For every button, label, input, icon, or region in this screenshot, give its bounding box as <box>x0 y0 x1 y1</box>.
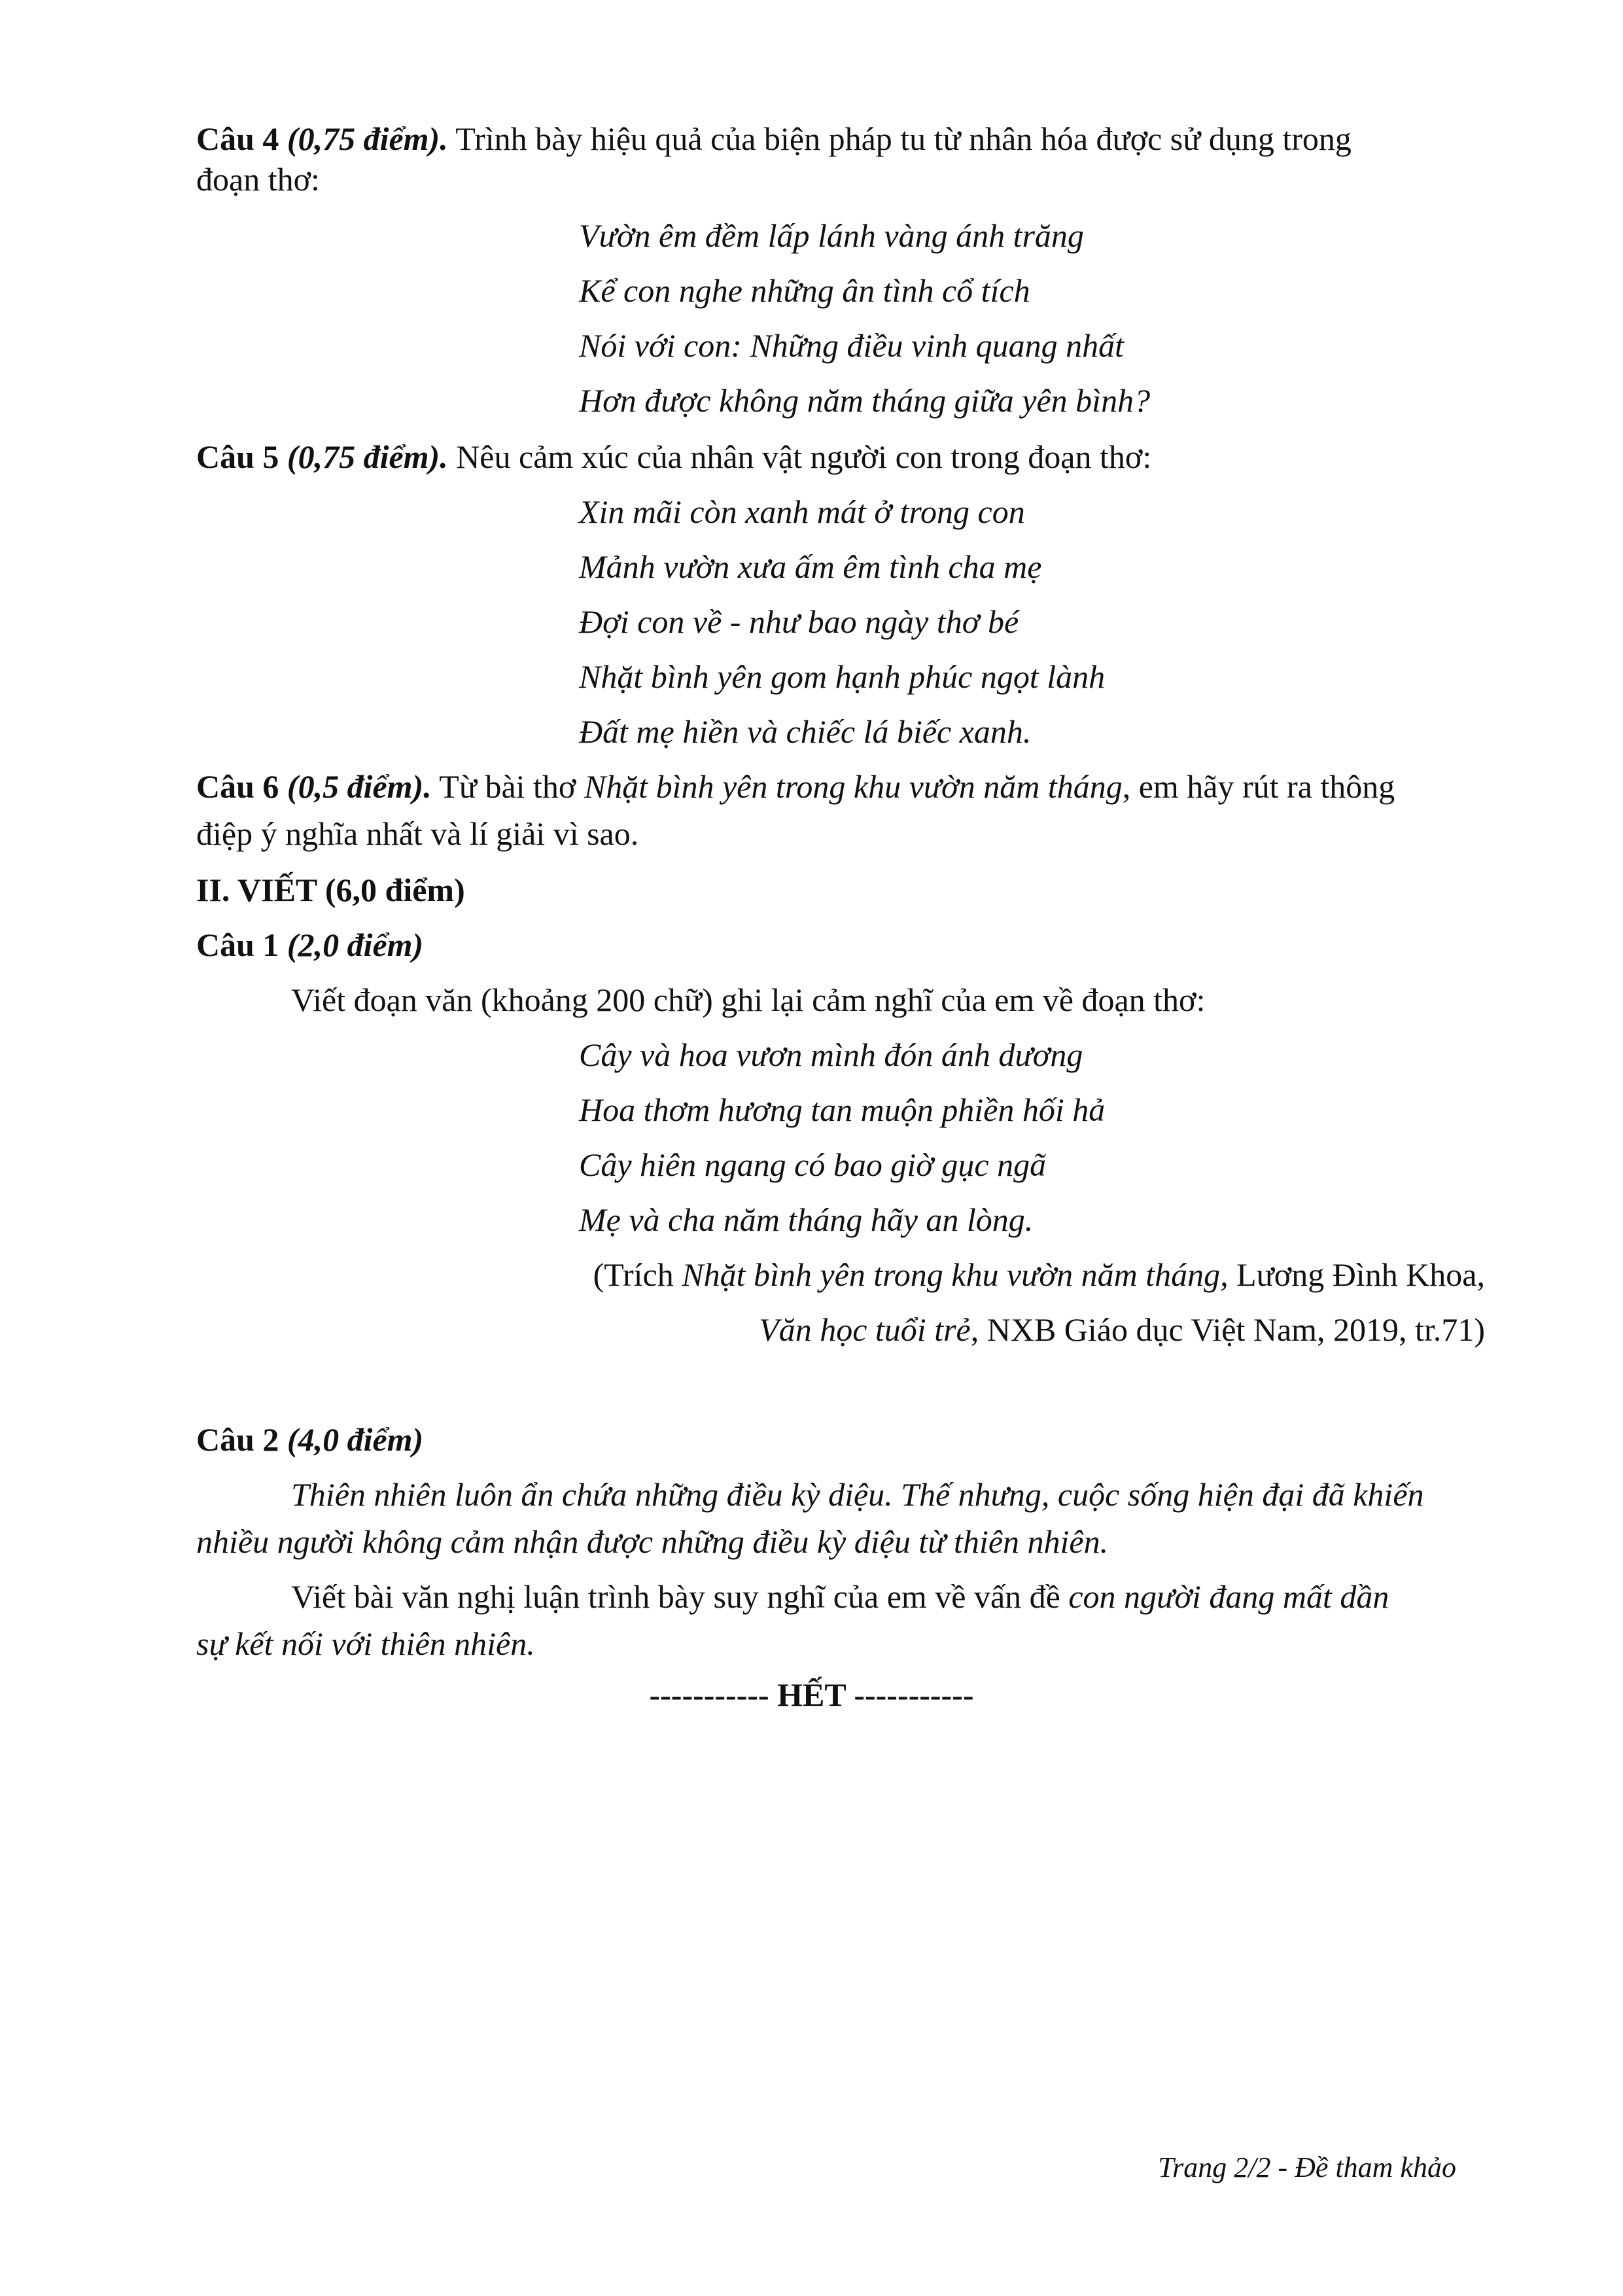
writing-question-1-points: (2,0 điểm) <box>287 927 424 963</box>
poem-line: Đợi con về - như bao ngày thơ bé <box>579 603 1019 640</box>
writing-question-2-points: (4,0 điểm) <box>287 1421 424 1458</box>
poem-line: Đất mẹ hiền và chiếc lá biếc xanh. <box>579 713 1032 750</box>
question-5-label: Câu 5 <box>196 438 279 475</box>
writing-question-1-prompt: Viết đoạn văn (khoảng 200 chữ) ghi lại cảm nghĩ của em về đoạn thơ: <box>291 981 1206 1018</box>
poem-line: Cây hiên ngang có bao giờ gục ngã <box>579 1146 1047 1183</box>
question-6-label: Câu 6 <box>196 768 279 805</box>
page-footer: Trang 2/2 - Đề tham khảo <box>1158 2151 1456 2183</box>
poem-title: Nhặt bình yên trong khu vườn năm tháng <box>584 768 1123 805</box>
writing-question-2-quote-line-2: nhiều người không cảm nhận được những điều kỳ diệu từ thiên nhiên. <box>196 1523 1109 1560</box>
question-4-label: Câu 4 <box>196 120 279 157</box>
question-5-line <box>196 437 1151 476</box>
question-6-line-2: điệp ý nghĩa nhất và lí giải vì sao. <box>196 815 639 852</box>
writing-question-1-label: Câu 1 <box>196 927 279 963</box>
poem-line: Cây và hoa vươn mình đón ánh dương <box>579 1036 1083 1073</box>
source-publisher: , NXB Giáo dục Việt Nam, 2019, tr.71) <box>970 1311 1485 1348</box>
source-book: Văn học tuổi trẻ <box>759 1311 971 1348</box>
writing-question-2-label: Câu 2 <box>196 1421 279 1458</box>
writing-question-2-heading <box>196 1420 423 1459</box>
writing-question-2-task-line-1 <box>291 1577 1389 1616</box>
poem-line: Kể con nghe những ân tình cổ tích <box>579 272 1030 309</box>
poem-line: Hơn được không năm tháng giữa yên bình? <box>579 382 1151 419</box>
question-5-points: (0,75 điểm). <box>287 438 448 475</box>
source-prefix: (Trích <box>593 1256 682 1293</box>
poem-line: Xin mãi còn xanh mát ở trong con <box>579 493 1025 530</box>
question-4-text: Trình bày hiệu quả của biện pháp tu từ nhân hóa được sử dụng trong <box>447 120 1352 157</box>
source-title: Nhặt bình yên trong khu vườn năm tháng, <box>682 1256 1229 1293</box>
source-citation-line-2 <box>759 1310 1485 1349</box>
source-citation-line-1 <box>593 1255 1485 1294</box>
writing-question-2-topic: con người đang mất dần <box>1068 1578 1389 1615</box>
question-6-points: (0,5 điểm). <box>287 768 432 805</box>
writing-question-2-quote-line-1: Thiên nhiên luôn ẩn chứa những điều kỳ diệu. Thế nhưng, cuộc sống hiện đại đã khiến <box>291 1476 1424 1513</box>
poem-line: Mảnh vườn xưa ấm êm tình cha mẹ <box>579 548 1042 585</box>
question-4-line-2: đoạn thơ: <box>196 161 320 198</box>
question-4-points: (0,75 điểm). <box>287 120 448 157</box>
poem-line: Nói với con: Những điều vinh quang nhất <box>579 327 1125 364</box>
writing-question-2-task: Viết bài văn nghị luận trình bày suy nghĩ của em về vấn đề <box>291 1578 1069 1615</box>
poem-line: Nhặt bình yên gom hạnh phúc ngọt lành <box>579 658 1106 695</box>
question-6-line-1 <box>196 767 1395 806</box>
end-mark: ----------- HẾT ----------- <box>649 1676 974 1713</box>
writing-question-2-task-line-2: sự kết nối với thiên nhiên. <box>196 1625 535 1662</box>
poem-line: Vườn êm đềm lấp lánh vàng ánh trăng <box>579 217 1084 254</box>
source-author: Lương Đình Khoa, <box>1228 1256 1485 1293</box>
question-6-text: Từ bài thơ <box>431 768 584 805</box>
writing-question-1-heading <box>196 925 423 964</box>
question-6-text-end: , em hãy rút ra thông <box>1122 768 1395 805</box>
question-4-line-1 <box>196 119 1352 158</box>
poem-line: Mẹ và cha năm tháng hãy an lòng. <box>579 1201 1034 1238</box>
section-heading: II. VIẾT (6,0 điểm) <box>196 872 465 908</box>
poem-line: Hoa thơm hương tan muộn phiền hối hả <box>579 1091 1106 1128</box>
question-5-text: Nêu cảm xúc của nhân vật người con trong đoạn thơ: <box>447 438 1152 475</box>
